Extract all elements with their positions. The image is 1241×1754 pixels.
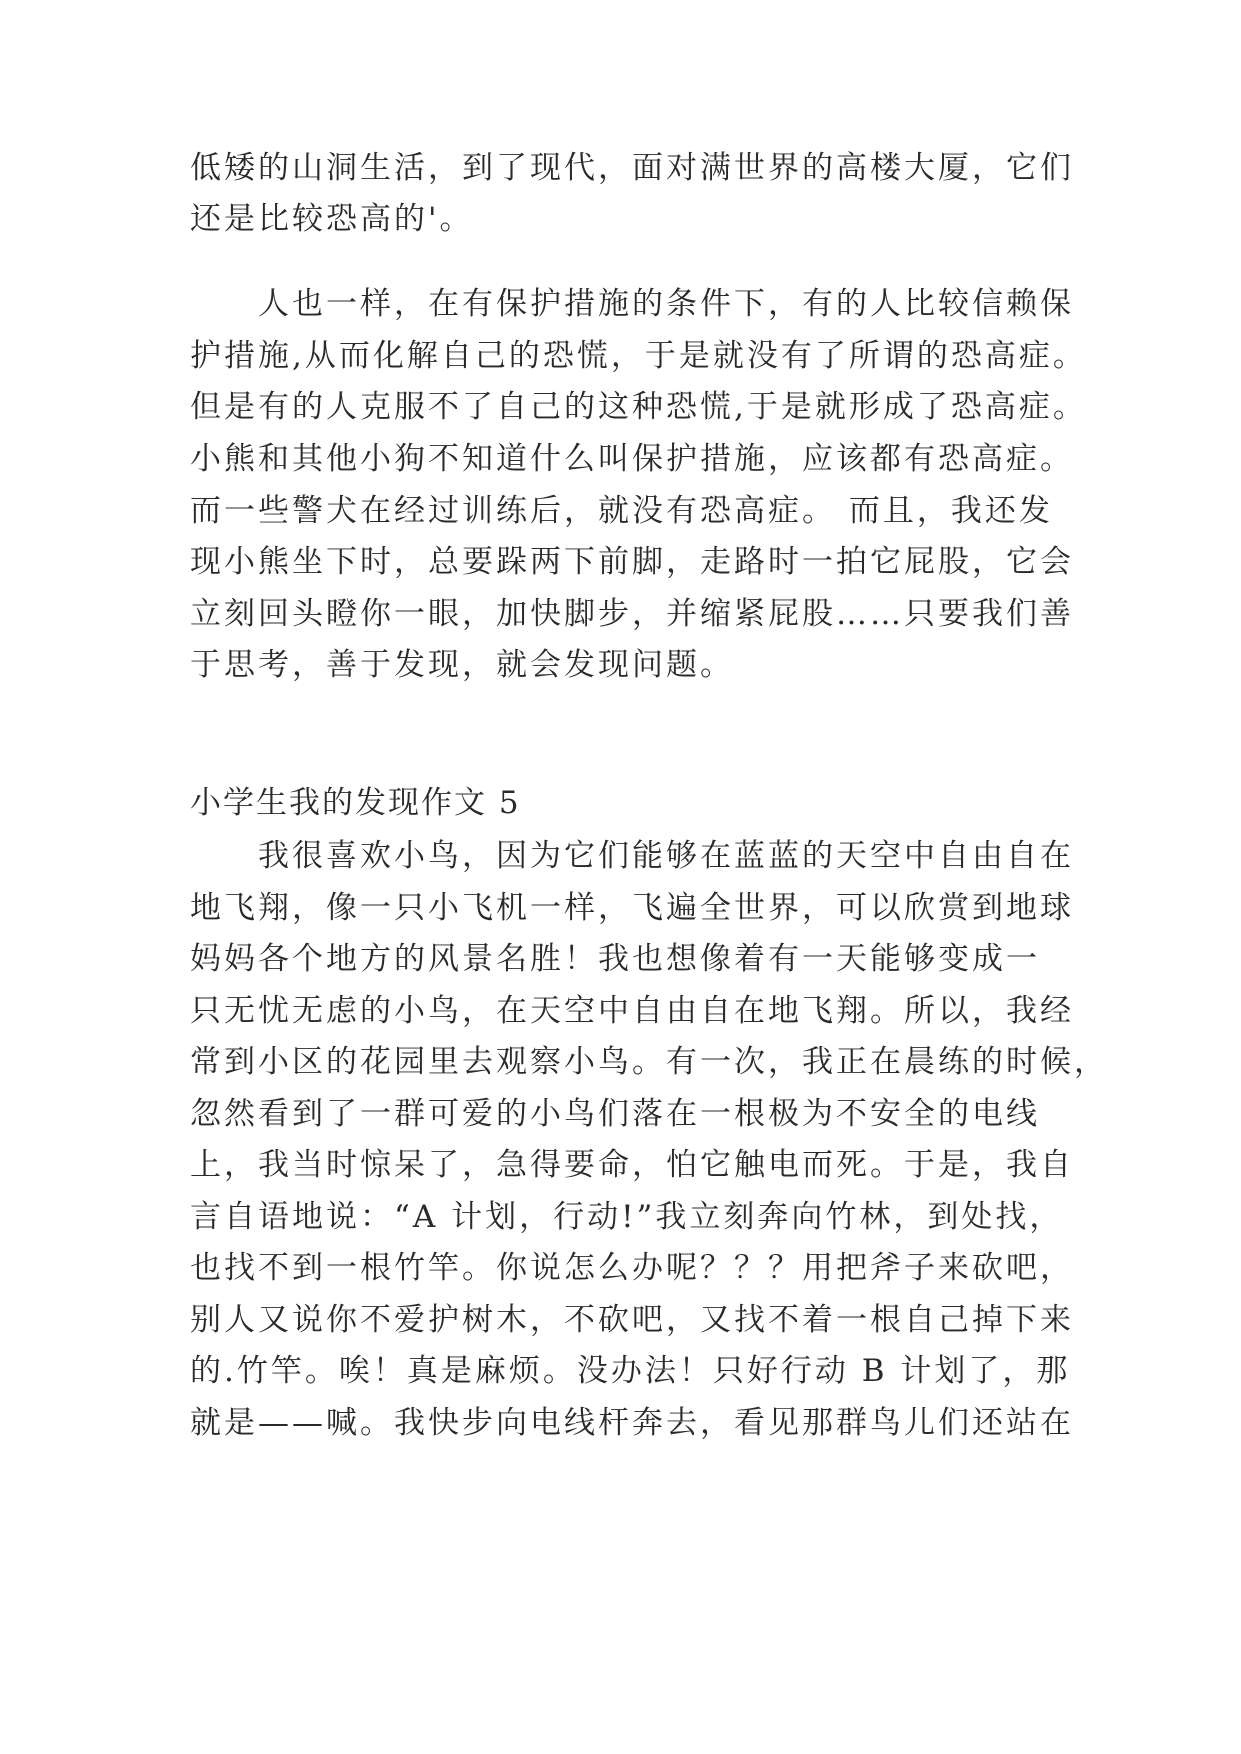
text-line: 人也一样，在有保护措施的条件下，有的人比较信赖保 <box>190 286 1074 322</box>
text-line: 我很喜欢小鸟，因为它们能够在蓝蓝的天空中自由自在 <box>190 838 1074 874</box>
text-line: 忽然看到了一群可爱的小鸟们落在一根极为不安全的电线 <box>190 1096 1040 1132</box>
text-line: 但是有的人克服不了自己的这种恐慌,于是就形成了恐高症。 <box>190 389 1087 425</box>
text-line: 只无忧无虑的小鸟，在天空中自由自在地飞翔。所以，我经 <box>190 993 1074 1029</box>
text-line: 小熊和其他小狗不知道什么叫保护措施，应该都有恐高症。 <box>190 441 1074 477</box>
text-line: 立刻回头瞪你一眼，加快脚步，并缩紧屁股……只要我们善 <box>190 596 1074 632</box>
text-line: 低矮的山洞生活，到了现代，面对满世界的高楼大厦，它们 <box>190 150 1074 186</box>
text-line: 而一些警犬在经过训练后，就没有恐高症。 而且，我还发 <box>190 493 1053 529</box>
text-line: 常到小区的花园里去观察小鸟。有一次，我正在晨练的时候， <box>190 1044 1108 1080</box>
text-line: 上，我当时惊呆了，急得要命，怕它触电而死。于是，我自 <box>190 1147 1074 1183</box>
text-line: 就是——喊。我快步向电线杆奔去，看见那群鸟儿们还站在 <box>190 1405 1074 1441</box>
text-line: 的.竹竿。唉！真是麻烦。没办法！只好行动 B 计划了，那 <box>190 1353 1071 1389</box>
text-line: 言自语地说：“A 计划，行动!”我立刻奔向竹林，到处找， <box>190 1199 1064 1235</box>
text-line: 还是比较恐高的'。 <box>190 201 474 237</box>
text-line: 护措施,从而化解自己的恐慌，于是就没有了所谓的恐高症。 <box>190 338 1087 374</box>
text-line: 现小熊坐下时，总要跺两下前脚，走路时一拍它屁股，它会 <box>190 544 1074 580</box>
text-line: 于思考，善于发现，就会发现问题。 <box>190 647 734 683</box>
text-line: 妈妈各个地方的风景名胜！我也想像着有一天能够变成一 <box>190 941 1040 977</box>
text-line: 别人又说你不爱护树木，不砍吧，又找不着一根自己掉下来 <box>190 1302 1074 1338</box>
section-heading: 小学生我的发现作文 5 <box>190 785 521 821</box>
text-line: 也找不到一根竹竿。你说怎么办呢？？？用把斧子来砍吧， <box>190 1250 1074 1286</box>
text-line: 地飞翔，像一只小飞机一样，飞遍全世界，可以欣赏到地球 <box>190 890 1074 926</box>
